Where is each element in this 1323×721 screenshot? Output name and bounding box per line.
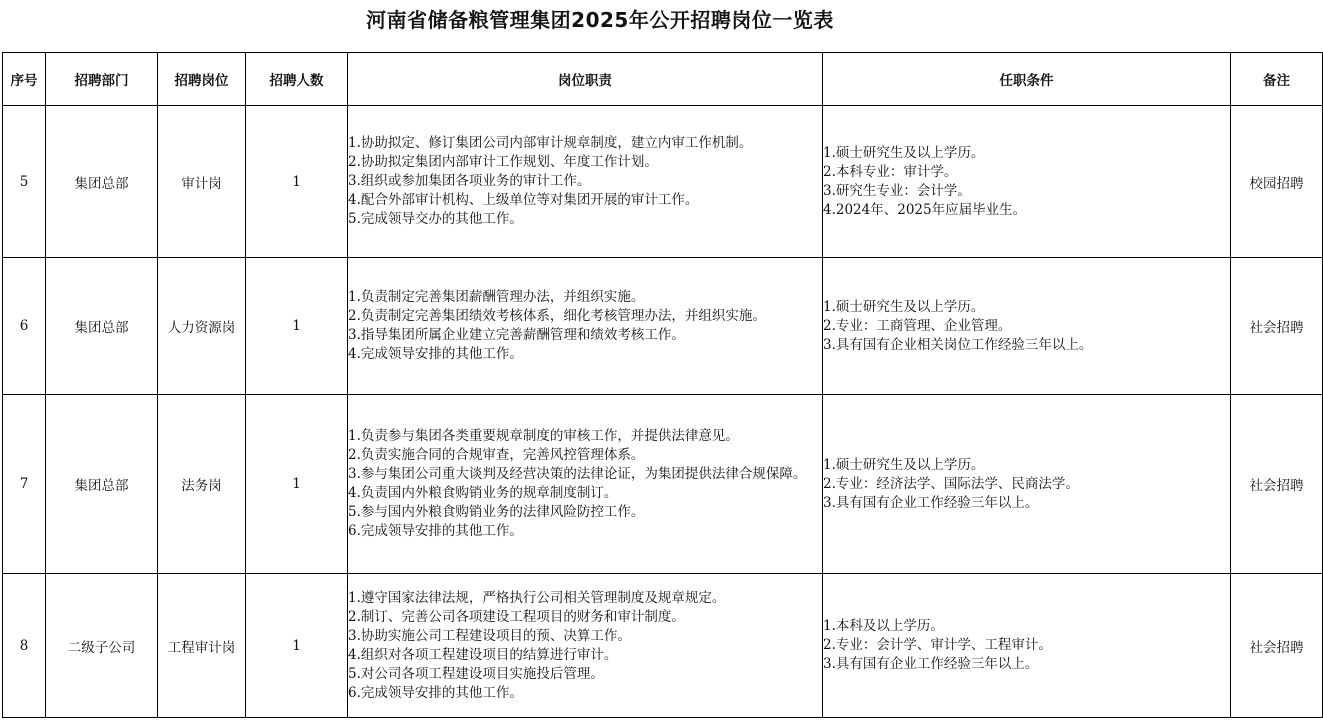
requirement-line: 3.具有国有企业工作经验三年以上。 <box>823 656 1039 672</box>
requirement-line: 1.硕士研究生及以上学历。 <box>823 456 985 473</box>
table-row <box>3 574 1323 718</box>
cell-no: 8 <box>3 574 46 718</box>
duty-line: 1.遵守国家法律法规，严格执行公司相关管理制度及规章规定。 <box>348 589 726 606</box>
table-row <box>3 106 1323 258</box>
header-count: 招聘人数 <box>246 53 348 106</box>
duty-line: 4.组织对各项工程建设项目的结算进行审计。 <box>348 646 618 663</box>
recruitment-table <box>2 52 1323 718</box>
requirement-line: 2.专业：工商管理、企业管理。 <box>823 317 1012 334</box>
requirement-line: 3.研究生专业：会计学。 <box>823 182 971 199</box>
duty-line: 1.协助拟定、修订集团公司内部审计规章制度，建立内审工作机制。 <box>348 135 753 151</box>
cell-requirements <box>823 574 1231 718</box>
table-header-row <box>3 53 1323 106</box>
cell-post: 人力资源岗 <box>158 258 246 395</box>
requirement-line: 1.硕士研究生及以上学历。 <box>823 298 985 315</box>
duty-line: 2.协助拟定集团内部审计工作规划、年度工作计划。 <box>348 154 658 170</box>
duty-line: 1.负责参与集团各类重要规章制度的审核工作，并提供法律意见。 <box>348 428 739 444</box>
cell-post: 审计岗 <box>158 106 246 258</box>
cell-requirements <box>823 106 1231 258</box>
cell-no: 5 <box>3 106 46 258</box>
duty-line: 2.负责制定完善集团绩效考核体系，细化考核管理办法，并组织实施。 <box>348 308 766 324</box>
duty-line: 2.负责实施合同的合规审查，完善风控管理体系。 <box>348 447 645 463</box>
duty-line: 6.完成领导安排的其他工作。 <box>348 684 523 701</box>
cell-count: 1 <box>246 395 348 574</box>
cell-count: 1 <box>246 106 348 258</box>
cell-dept: 二级子公司 <box>46 574 158 718</box>
requirement-line: 3.具有国有企业工作经验三年以上。 <box>823 494 1039 511</box>
cell-duties <box>348 106 823 258</box>
duty-line: 5.完成领导交办的其他工作。 <box>348 211 523 227</box>
duty-line: 3.指导集团所属企业建立完善薪酬管理和绩效考核工作。 <box>348 327 685 343</box>
requirement-line: 4.2024年、2025年应届毕业生。 <box>823 201 1027 218</box>
requirement-line: 3.具有国有企业相关岗位工作经验三年以上。 <box>823 336 1093 353</box>
duty-line: 3.组织或参加集团各项业务的审计工作。 <box>348 173 591 189</box>
header-duties: 岗位职责 <box>348 53 823 106</box>
requirement-line: 1.本科及以上学历。 <box>823 618 944 634</box>
cell-count: 1 <box>246 258 348 395</box>
duty-line: 2.制订、完善公司各项建设工程项目的财务和审计制度。 <box>348 608 685 625</box>
requirement-line: 2.专业：经济法学、国际法学、民商法学。 <box>823 475 1079 492</box>
cell-duties <box>348 395 823 574</box>
table-row <box>3 258 1323 395</box>
page-title: 河南省储备粮管理集团2025年公开招聘岗位一览表 <box>366 8 834 32</box>
cell-dept: 集团总部 <box>46 395 158 574</box>
cell-requirements <box>823 395 1231 574</box>
header-requirements: 任职条件 <box>823 53 1231 106</box>
duty-line: 4.配合外部审计机构、上级单位等对集团开展的审计工作。 <box>348 192 699 208</box>
requirement-line: 1.硕士研究生及以上学历。 <box>823 144 985 161</box>
table-row <box>3 395 1323 574</box>
header-post: 招聘岗位 <box>158 53 246 106</box>
header-no: 序号 <box>3 53 46 106</box>
cell-remark: 社会招聘 <box>1231 258 1323 395</box>
cell-remark: 社会招聘 <box>1231 395 1323 574</box>
cell-no: 6 <box>3 258 46 395</box>
duty-line: 4.完成领导安排的其他工作。 <box>348 346 523 362</box>
cell-duties <box>348 258 823 395</box>
requirement-line: 2.专业：会计学、审计学、工程审计。 <box>823 637 1052 653</box>
requirement-line: 2.本科专业：审计学。 <box>823 163 958 180</box>
cell-remark: 校园招聘 <box>1231 106 1323 258</box>
cell-dept: 集团总部 <box>46 106 158 258</box>
cell-dept: 集团总部 <box>46 258 158 395</box>
cell-post: 工程审计岗 <box>158 574 246 718</box>
cell-remark: 社会招聘 <box>1231 574 1323 718</box>
header-remark: 备注 <box>1231 53 1323 106</box>
cell-requirements <box>823 258 1231 395</box>
duty-line: 3.协助实施公司工程建设项目的预、决算工作。 <box>348 627 631 644</box>
cell-duties <box>348 574 823 718</box>
duty-line: 5.参与国内外粮食购销业务的法律风险防控工作。 <box>348 504 645 520</box>
duty-line: 5.对公司各项工程建设项目实施投后管理。 <box>348 665 604 682</box>
header-dept: 招聘部门 <box>46 53 158 106</box>
duty-line: 3.参与集团公司重大谈判及经营决策的法律论证，为集团提供法律合规保障。 <box>348 466 807 482</box>
duty-line: 1.负责制定完善集团薪酬管理办法，并组织实施。 <box>348 289 645 305</box>
cell-post: 法务岗 <box>158 395 246 574</box>
duty-line: 6.完成领导安排的其他工作。 <box>348 523 523 539</box>
cell-count: 1 <box>246 574 348 718</box>
duty-line: 4.负责国内外粮食购销业务的规章制度制订。 <box>348 485 618 501</box>
cell-no: 7 <box>3 395 46 574</box>
